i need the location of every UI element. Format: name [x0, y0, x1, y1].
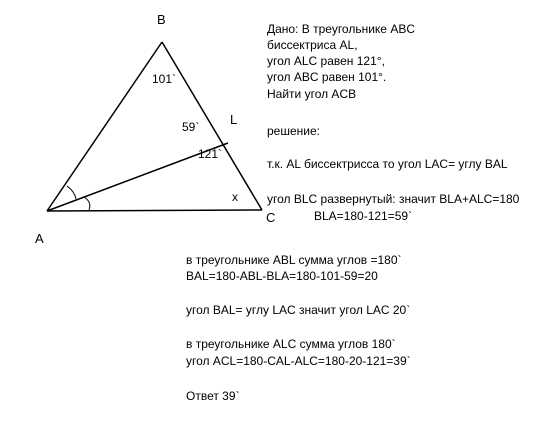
given-line-1: Дано: В треугольнике ABC [267, 22, 415, 36]
angle-b-label: 101` [152, 72, 177, 86]
solution-line-4: в треугольнике ABL сумма углов =180` [186, 253, 402, 267]
angle-arc-bal [67, 186, 76, 199]
angle-arc-lac [84, 197, 90, 210]
point-a-label: A [35, 231, 44, 246]
solution-heading: решение: [267, 124, 320, 138]
given-line-4: угол ABC равен 101°. [267, 70, 387, 84]
answer-line: Ответ 39` [186, 389, 240, 403]
given-line-2: биссектриса AL, [267, 38, 358, 52]
solution-line-3: BLA=180-121=59` [314, 209, 413, 223]
given-line-3: угол ALC равен 121°, [267, 54, 385, 68]
solution-line-2: угол BLC развернутый: значит BLA+ALC=180 [267, 192, 520, 206]
angle-c-label: x [232, 190, 238, 204]
side-bc [162, 42, 262, 210]
point-l-label: L [230, 112, 238, 127]
point-b-label: B [157, 12, 166, 27]
point-c-label: C [266, 210, 276, 225]
solution-line-5: BAL=180-ABL-BLA=180-101-59=20 [186, 269, 378, 283]
angle-alc-label: 121` [198, 147, 223, 161]
given-line-5: Найти угол ACB [267, 87, 357, 101]
angle-bla-label: 59` [182, 120, 200, 134]
solution-line-8: угол ACL=180-CAL-ALC=180-20-121=39` [186, 354, 411, 368]
solution-line-7: в треугольнике ALC сумма углов 180` [186, 337, 396, 351]
side-ac [47, 210, 262, 211]
solution-line-6: угол BAL= углу LAC значит угол LAC 20` [186, 303, 411, 317]
solution-line-1: т.к. AL биссектрисса то угол LAC= углу BAL [267, 157, 508, 171]
side-ab [47, 42, 162, 211]
